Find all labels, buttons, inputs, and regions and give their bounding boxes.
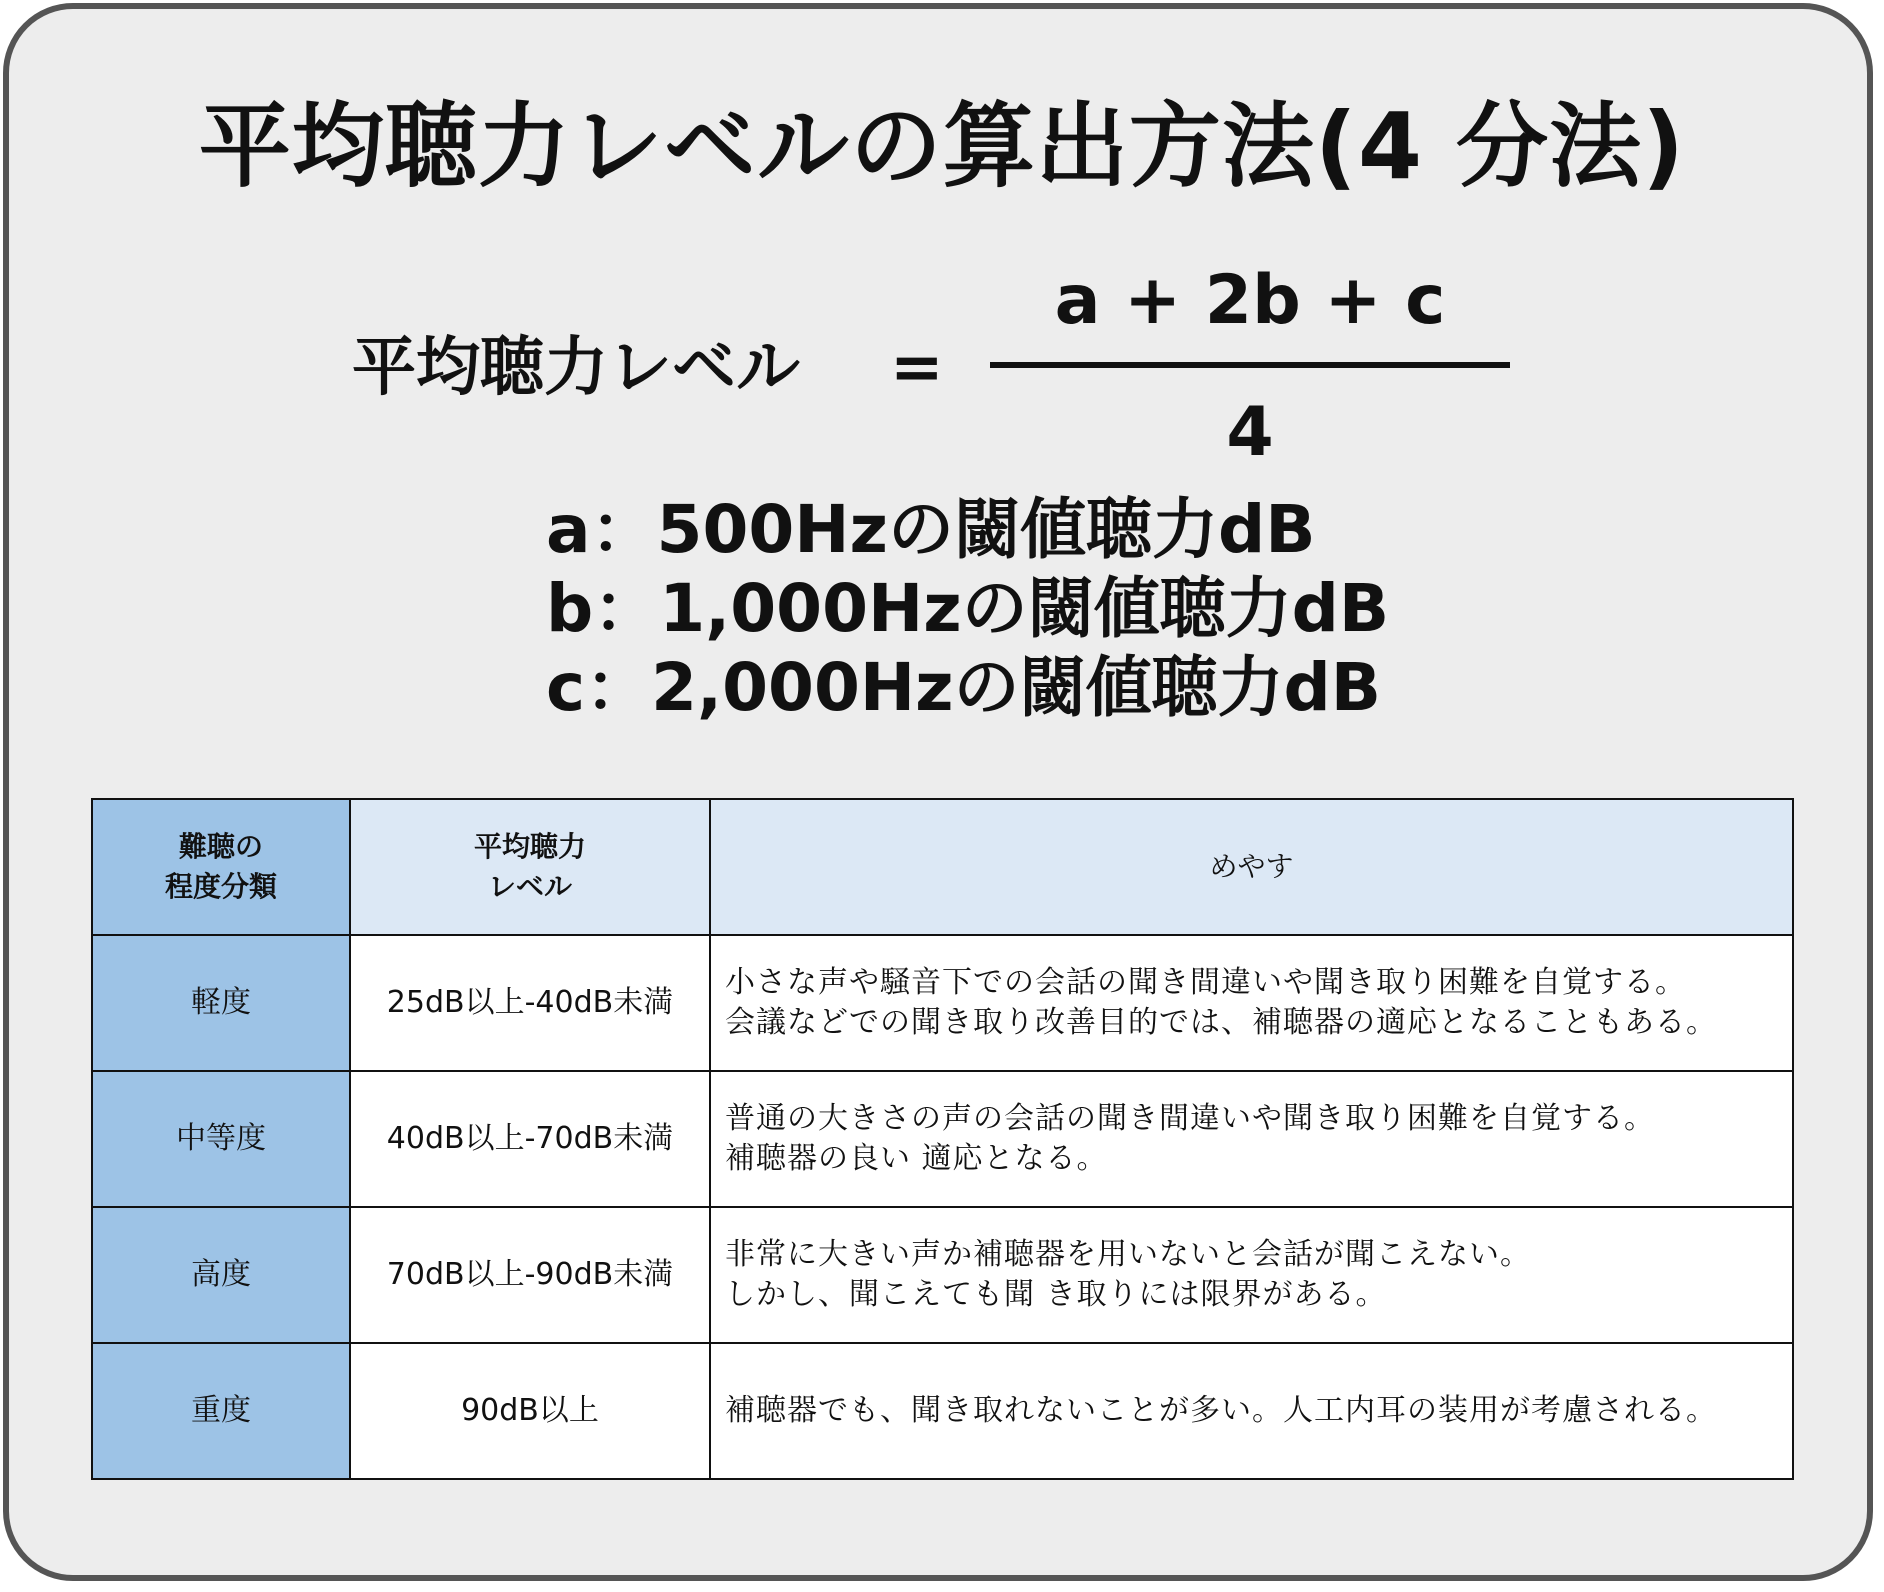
definition-c: c：2,000Hzの閾値聴力dB	[546, 649, 1382, 726]
row-category: 重度	[92, 1343, 350, 1479]
row-category: 高度	[92, 1207, 350, 1343]
page-title: 平均聴力レベルの算出方法(4 分法)	[198, 93, 1686, 200]
row-category: 軽度	[92, 935, 350, 1071]
header-category-line: 難聴の	[178, 830, 263, 863]
header-category	[92, 799, 350, 935]
guide-line: 補聴器の良い 適応となる。	[725, 1141, 1108, 1176]
table-row	[92, 1071, 1793, 1207]
guide-line: 会議などでの聞き取り改善目的では、補聴器の適応となることもある。	[725, 1005, 1717, 1040]
row-guide	[710, 1343, 1793, 1479]
guide-line: 小さな声や騒音下での会話の聞き間違いや聞き取り困難を自覚する。	[725, 965, 1686, 1000]
header-category-line: 程度分類	[164, 870, 277, 903]
header-level-line: レベル	[487, 870, 572, 903]
formula-equals-sign: =	[890, 331, 944, 405]
header-guide: めやす	[710, 799, 1793, 935]
header-level-line: 平均聴力	[473, 830, 586, 863]
row-guide	[710, 935, 1793, 1071]
formula-denominator: 4	[1226, 393, 1274, 472]
table-row	[92, 1343, 1793, 1479]
definition-b: b：1,000Hzの閾値聴力dB	[546, 570, 1390, 647]
variable-definitions	[546, 490, 1389, 727]
guide-line: 普通の大きさの声の会話の聞き間違いや聞き取り困難を自覚する。	[725, 1101, 1655, 1136]
row-level: 70dB以上-90dB未満	[350, 1207, 710, 1343]
row-level: 25dB以上-40dB未満	[350, 935, 710, 1071]
table-header-row	[92, 799, 1793, 935]
formula-numerator: a + 2b + c	[1054, 261, 1446, 340]
table-row	[92, 935, 1793, 1071]
row-category: 中等度	[92, 1071, 350, 1207]
guide-line: 補聴器でも、聞き取れないことが多い。人工内耳の装用が考慮される。	[725, 1393, 1717, 1428]
fraction-bar	[990, 362, 1510, 368]
hearing-loss-table	[91, 798, 1794, 1480]
row-guide	[710, 1071, 1793, 1207]
header-level	[350, 799, 710, 935]
table-row	[92, 1207, 1793, 1343]
row-level: 40dB以上-70dB未満	[350, 1071, 710, 1207]
guide-line: 非常に大きい声か補聴器を用いないと会話が聞こえない。	[725, 1237, 1531, 1272]
formula-lhs: 平均聴力レベル	[352, 331, 800, 405]
row-guide	[710, 1207, 1793, 1343]
definition-a: a：500Hzの閾値聴力dB	[546, 491, 1316, 568]
guide-line: しかし、聞こえても聞 き取りには限界がある。	[725, 1277, 1387, 1312]
row-level: 90dB以上	[350, 1343, 710, 1479]
